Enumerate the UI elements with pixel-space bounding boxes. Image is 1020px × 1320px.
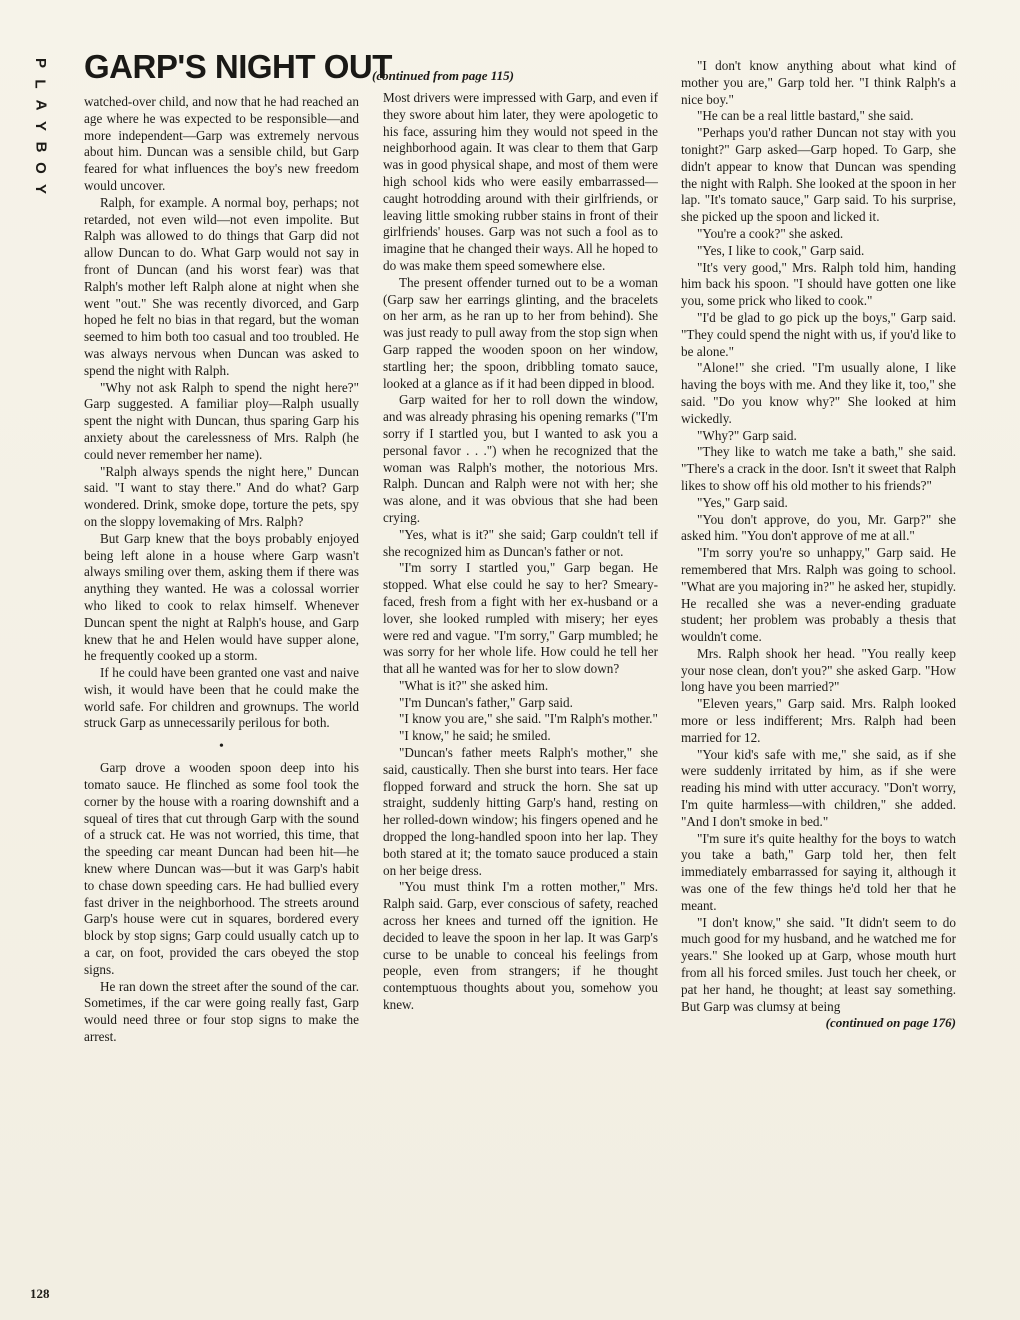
paragraph: Ralph, for example. A normal boy, perhaps; not retarded, not even wild—not even impolite. But Ralph was allowed to do things that Garp did not allow Duncan to do. What Garp would not say in front of Duncan (and his worst fear) was that Ralph's mother left Ralph alone at night when she went "out." She was recently divorced, and Garp hoped he felt no bias in that regard, but the woman seemed to him both too casual and too troubled. He was always nervous when Duncan was asked to spend the night with Ralph. <box>84 194 359 378</box>
paragraph: "I'd be glad to go pick up the boys," Garp said. "They could spend the night with us, if you'd like to be alone." <box>681 309 956 359</box>
paragraph: "Why not ask Ralph to spend the night here?" Garp suggested. A familiar ploy—Ralph usually spent the night with Duncan, thus sparing Garp his anxiety about the carelessness of Mrs. Ralph (he could never remember her name). <box>84 379 359 462</box>
paragraph: Mrs. Ralph shook her head. "You really keep your nose clean, don't you?" she asked Garp. "How long have you been married?" <box>681 645 956 695</box>
text-column-3 <box>681 58 956 1032</box>
paragraph: "I don't know," she said. "It didn't seem to do much good for my husband, and he watched me for years." She looked up at Garp, whose mouth hurt from all his forced smiles. Just touch her cheek, or pat her hand, he thought; at least say something. But Garp was clumsy at being <box>681 914 956 1014</box>
paragraph: "I don't know anything about what kind of mother you are," Garp told her. "I think Ralph's a nice boy." <box>681 58 956 107</box>
paragraph: "You must think I'm a rotten mother," Mrs. Ralph said. Garp, ever conscious of safety, reached across her knees and turned off the ignition. He decided to leave the spoon in her lap. It was Garp's curse to be unable to conceal his feelings from people, even from strangers; if he thought contemptuous thoughts about you, somehow you knew. <box>383 879 658 1013</box>
paragraph: "Your kid's safe with me," she said, as if she were suddenly irritated by him, as if she were reading his mind with utter accuracy. "Don't worry, I'm quite harmless—with children," she added. "And I don't smoke in bed." <box>681 746 956 829</box>
paragraph: "Ralph always spends the night here," Duncan said. "I want to stay there." And do what? Garp wondered. Drink, smoke dope, torture the pets, spy on the sloppy lovemaking of Mrs. Ralph? <box>84 463 359 529</box>
magazine-letter: B <box>32 141 49 153</box>
paragraph: "Perhaps you'd rather Duncan not stay with you tonight?" Garp asked—Garp hoped. To Garp, she didn't appear to know that Duncan was spending the night with Ralph. She looked at the spoon in her lap. "It's tomato sauce," Garp said. To his surprise, she picked up the spoon and licked it. <box>681 125 956 225</box>
paragraph: "You don't approve, do you, Mr. Garp?" she asked him. "You don't approve of me at all." <box>681 511 956 544</box>
paragraph: Most drivers were impressed with Garp, and even if they swore about him later, they were apologetic to his face, assuring him they would not speed in the neighborhood again. It was clear to them that Garp was in good physical shape, and most of them were high school kids who were easily embarrassed—caught hotrodding around with their girlfriends, or leaving little smoking rubber stains in front of their girlfriends' houses. Garp was not such a fool as to imagine that he changed their ways. All he hoped to do was make them speed somewhere else. <box>383 90 658 273</box>
paragraph: "I know," he said; he smiled. <box>399 728 551 744</box>
paragraph: "Why?" Garp said. <box>697 427 797 443</box>
page-number: 128 <box>30 1286 50 1301</box>
paragraph: "He can be a real little bastard," she said. <box>697 108 914 124</box>
text-column-2 <box>383 90 658 1014</box>
magazine-letter: O <box>31 162 49 174</box>
paragraph: "Eleven years," Garp said. Mrs. Ralph looked more or less indifferent; Mrs. Ralph had been married for 12. <box>681 696 956 745</box>
paragraph: But Garp knew that the boys probably enjoyed being left alone in a house where Garp wasn't always smiling over them, asking them if there was anything they wanted. He was a colossal worrier who liked to cook to relax himself. Whenever Duncan spent the night at Ralph's house, and Garp knew that he and Helen would have supper alone, he frequently cooked up a storm. <box>84 530 359 664</box>
paragraph: "Duncan's father meets Ralph's mother," she said, caustically. Then she burst into tears. Her face flopped forward and struck the horn. She sat up straight, suddenly hitting Garp's hand, resting on her rolled-down window; his fingers opened and he dropped the long-handled spoon into her lap. They both stared at it; the tomato sauce produced a stain on her beige dress. <box>383 745 658 878</box>
paragraph: "It's very good," Mrs. Ralph told him, handing him back his spoon. "I should have gotten one like you, some prick who liked to cook." <box>681 259 956 309</box>
paragraph: "I'm Duncan's father," Garp said. <box>399 694 573 710</box>
paragraph: "Alone!" she cried. "I'm usually alone, I like having the boys with me. And they like it, too," she said. "Do you know why?" She looked at him wickedly. <box>681 360 956 426</box>
paragraph: "They like to watch me take a bath," she said. "There's a crack in the door. Isn't it sweet that Ralph likes to show off his old mother to his friends?" <box>681 444 956 493</box>
paragraph: "Yes, what is it?" she said; Garp couldn't tell if she recognized him as Duncan's father or not. <box>383 526 658 559</box>
paragraph: If he could have been granted one vast and naive wish, it would have been that he could make the world safe. For children and grownups. The world struck Garp as unnecessarily perilous for both. <box>84 665 359 731</box>
paragraph: "You're a cook?" she asked. <box>697 225 844 241</box>
paragraph: He ran down the street after the sound of the car. Sometimes, if the car were going really fast, Garp would need three or four stop signs to make the arrest. <box>84 978 359 1045</box>
paragraph: "I'm sure it's quite healthy for the boys to watch you take a bath," Garp told her, then felt immediately embarrassed for saying it, although it was one of the few things he'd told her that he meant. <box>681 830 956 913</box>
magazine-letter: Y <box>31 120 49 132</box>
paragraph: "I'm sorry I startled you," Garp began. He stopped. What else could he say to her? Smeary-faced, fresh from a fight with her ex-husband or a lover, she looked rumpled with misery; her eyes were red and vague. "I'm sorry," Garp mumbled; he was sorry for her whole life. How could he tell her that all he wanted was for her to slow down? <box>383 560 658 677</box>
paragraph: Garp drove a wooden spoon deep into his tomato sauce. He flinched as some fool took the corner by the house with a roaring downshift and a squeal of tires that cut through Garp with the sound of a struck cat. He was not worried, this time, that the speeding car meant Duncan had been hit—he knew where Duncan was—but it was Garp's habit to chase down speeding cars. He had bullied every fast driver in the neighborhood. The streets around Garp's house were cut in squares, bordered every block by stop signs; Garp could usually catch up to a car, on foot, provided the cars obeyed the stop signs. <box>84 760 359 977</box>
magazine-letter: Y <box>31 183 49 195</box>
paragraph: "I know you are," she said. "I'm Ralph's mother." <box>399 711 658 727</box>
continued-from-note: (continued from page 115) <box>372 68 514 83</box>
paragraph: "I'm sorry you're so unhappy," Garp said. He remembered that Mrs. Ralph was going to school. "What are you majoring in?" he asked her, stupidly. He recalled she was a never-ending graduate student; her problem was probably a thesis that wouldn't come. <box>681 545 956 645</box>
section-divider: • <box>219 739 224 755</box>
magazine-name-vertical <box>22 54 58 198</box>
paragraph: Garp waited for her to roll down the window, and was already phrasing his opening remarks ("I'm sorry if I startled you, but I wanted to ask you a personal favor . . .") when he recognized that the woman was Ralph's mother, the notorious Mrs. Ralph. Duncan and Ralph were not with her; she was alone, and it was obvious that she had been crying. <box>383 392 658 525</box>
paragraph: "What is it?" she asked him. <box>399 677 549 693</box>
magazine-letter: L <box>31 79 49 89</box>
paragraph: watched-over child, and now that he had reached an age where he was expected to be responsible—and more independent—Garp was extremely nervous about him. Duncan was a sensible child, but Garp feared for what influences the boy's new freedom would uncover. <box>84 94 359 193</box>
paragraph: "Yes, I like to cook," Garp said. <box>697 242 865 258</box>
magazine-letter: P <box>31 57 49 69</box>
text-column-1 <box>84 94 359 1046</box>
paragraph: "Yes," Garp said. <box>697 494 788 510</box>
magazine-letter: A <box>32 99 49 111</box>
continued-on-note: (continued on page 176) <box>825 1015 956 1031</box>
paragraph: The present offender turned out to be a woman (Garp saw her earrings glinting, and the bracelets on her arm, as he ran up to her from behind). She was just ready to pull away from the stop sign when Garp rapped the wooden spoon on her window, startling her; the spoon, dribbling tomato sauce, looked at a glance as if it had been dipped in blood. <box>383 274 658 391</box>
article-title: GARP'S NIGHT OUT <box>84 48 392 85</box>
